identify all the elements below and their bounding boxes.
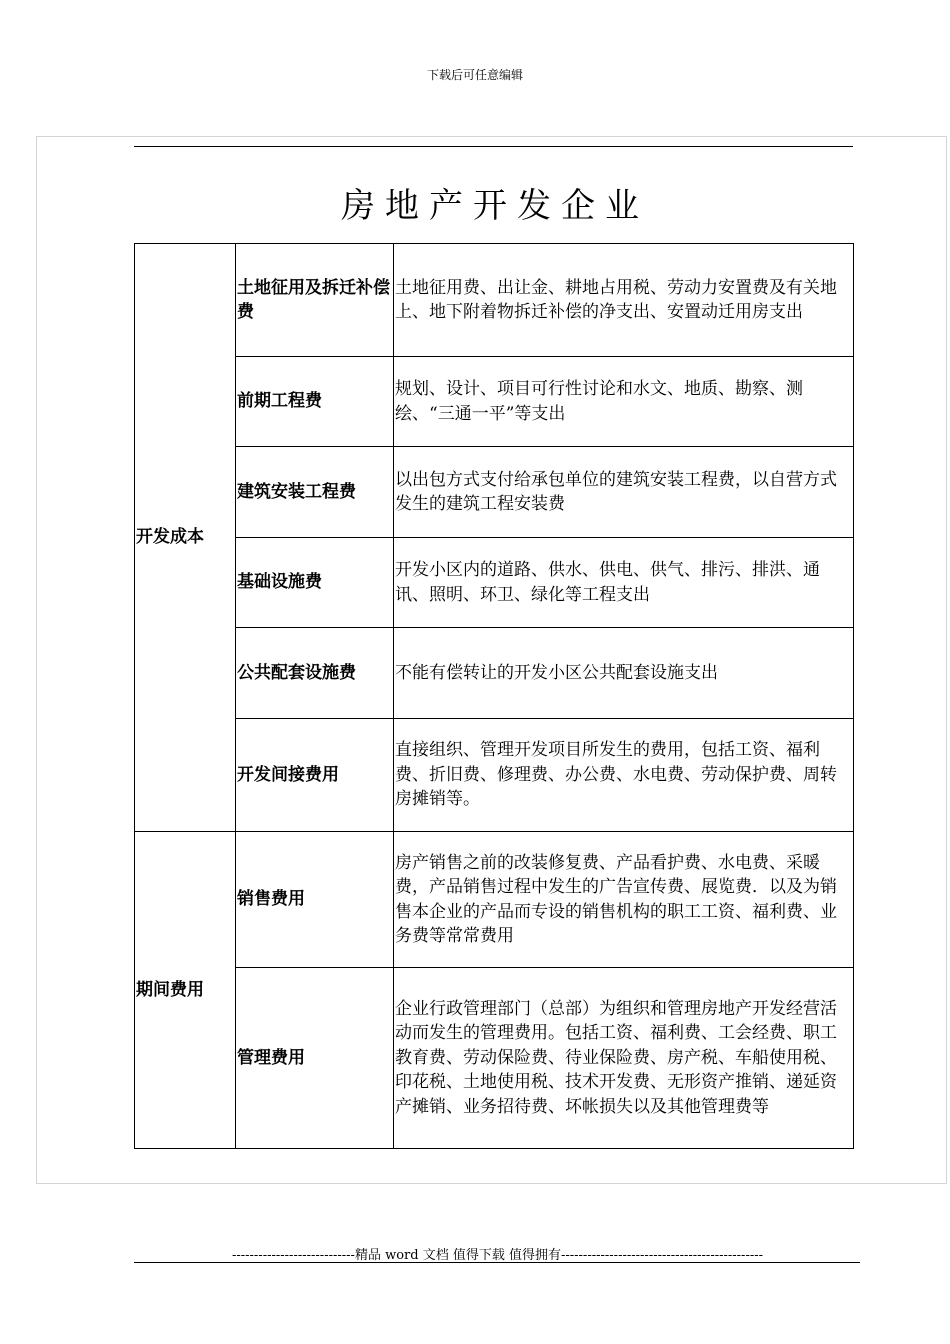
top-rule (134, 146, 853, 147)
category-cell-period-expenses: 期间费用 (135, 832, 236, 1149)
item-description-cell: 以出包方式支付给承包单位的建筑安装工程费，以自营方式发生的建筑工程安装费 (394, 447, 854, 538)
item-description-cell: 企业行政管理部门（总部）为组织和管理房地产开发经营活动而发生的管理费用。包括工资、福利费、工会经费、职工教育费、劳动保险费、待业保险费、房产税、车船使用税、印花税、土地使用税、技术开发费、无形资产推销、递延资产摊销、业务招待费、坏帐损失以及其他管理费等 (394, 968, 854, 1149)
table-row (135, 719, 854, 832)
document-title: 房地产开发企业 (341, 186, 649, 226)
item-description-cell: 房产销售之前的改装修复费、产品看护费、水电费、采暖费，产品销售过程中发生的广告宣传费、展览费．以及为销售本企业的产品而专设的销售机构的职工工资、福利费、业务费等常常费用 (394, 832, 854, 968)
item-name-cell: 建筑安装工程费 (236, 447, 394, 538)
cost-table (134, 243, 854, 1149)
table-row (135, 447, 854, 538)
page-header-note: 下载后可任意编辑 (426, 68, 523, 82)
item-name-cell: 管理费用 (236, 968, 394, 1149)
item-name-cell: 基础设施费 (236, 538, 394, 628)
item-name-cell: 土地征用及拆迁补偿费 (236, 244, 394, 357)
table-row (135, 538, 854, 628)
table-row (135, 244, 854, 357)
footer-note: ----------------------------精品 word 文档 值得下载 值得拥有---------------------------------------------- (231, 1248, 764, 1263)
item-description-cell: 开发小区内的道路、供水、供电、供气、排污、排洪、通讯、照明、环卫、绿化等工程支出 (394, 538, 854, 628)
item-description-cell: 规划、设计、项目可行性讨论和水文、地质、勘察、测绘、“三通一平”等支出 (394, 357, 854, 447)
bottom-rule (134, 1262, 860, 1263)
item-name-cell: 开发间接费用 (236, 719, 394, 832)
table-row (135, 628, 854, 719)
item-name-cell: 公共配套设施费 (236, 628, 394, 719)
table-row (135, 357, 854, 447)
item-description-cell: 直接组织、管理开发项目所发生的费用，包括工资、福利费、折旧费、修理费、办公费、水电费、劳动保护费、周转房摊销等。 (394, 719, 854, 832)
item-description-cell: 不能有偿转让的开发小区公共配套设施支出 (394, 628, 854, 719)
item-description-cell: 土地征用费、出让金、耕地占用税、劳动力安置费及有关地上、地下附着物拆迁补偿的净支出、安置动迁用房支出 (394, 244, 854, 357)
category-cell-development-cost: 开发成本 (135, 244, 236, 832)
table-row (135, 968, 854, 1149)
table-row (135, 832, 854, 968)
item-name-cell: 销售费用 (236, 832, 394, 968)
item-name-cell: 前期工程费 (236, 357, 394, 447)
